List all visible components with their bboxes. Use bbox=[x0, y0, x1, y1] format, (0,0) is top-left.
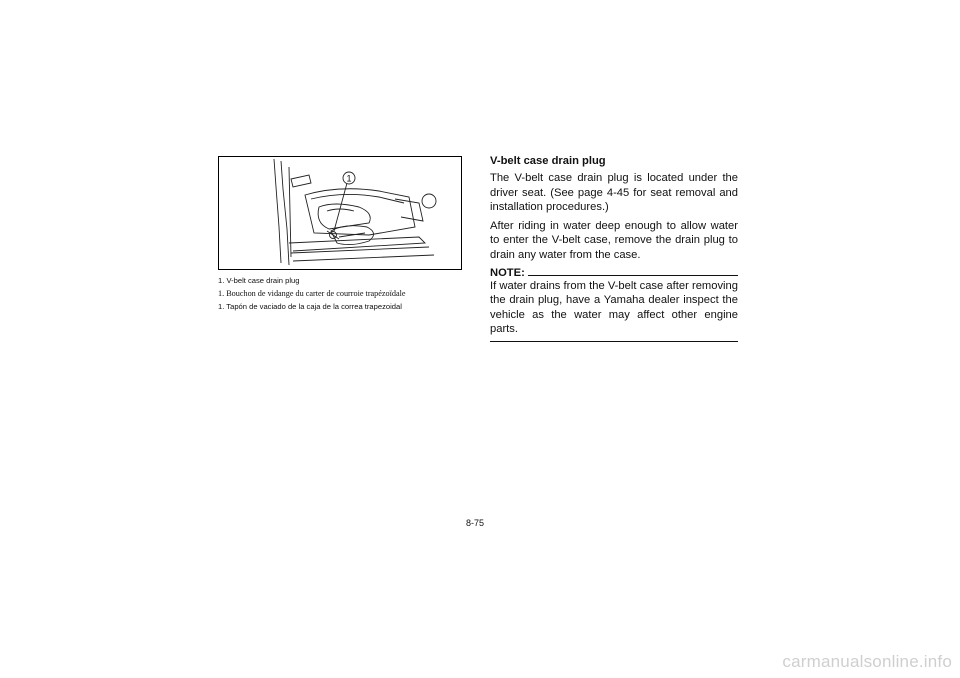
paragraph-procedure: After riding in water deep enough to allow water to enter the V-belt case, remove the drain plug to drain any water from the case. bbox=[490, 219, 738, 261]
caption-french: 1. Bouchon de vidange du carter de courroie trapézoïdale bbox=[218, 289, 406, 298]
drain-plug-illustration bbox=[218, 156, 462, 270]
watermark: carmanualsonline.info bbox=[782, 652, 952, 671]
figure-captions bbox=[218, 276, 468, 315]
note-rule bbox=[528, 275, 738, 276]
caption-english: 1. V-belt case drain plug bbox=[218, 276, 300, 285]
note-label: NOTE: bbox=[490, 266, 525, 279]
drain-plug-section bbox=[490, 155, 738, 342]
note-text: If water drains from the V-belt case after removing the drain plug, have a Yamaha dealer inspect the vehicle as the water may affect other engine parts. bbox=[490, 279, 738, 336]
page-number: 8-75 bbox=[466, 518, 485, 528]
caption-spanish: 1. Tapón de vaciado de la caja de la correa trapezoidal bbox=[218, 302, 402, 311]
note-header bbox=[490, 267, 738, 279]
section-heading: V-belt case drain plug bbox=[490, 155, 606, 167]
vehicle-line-drawing bbox=[219, 157, 461, 269]
paragraph-location: The V-belt case drain plug is located under the driver seat. (See page 4-45 for seat removal and installation procedures.) bbox=[490, 172, 738, 214]
note-end-rule bbox=[490, 341, 738, 342]
callout-number: 1 bbox=[346, 173, 352, 184]
